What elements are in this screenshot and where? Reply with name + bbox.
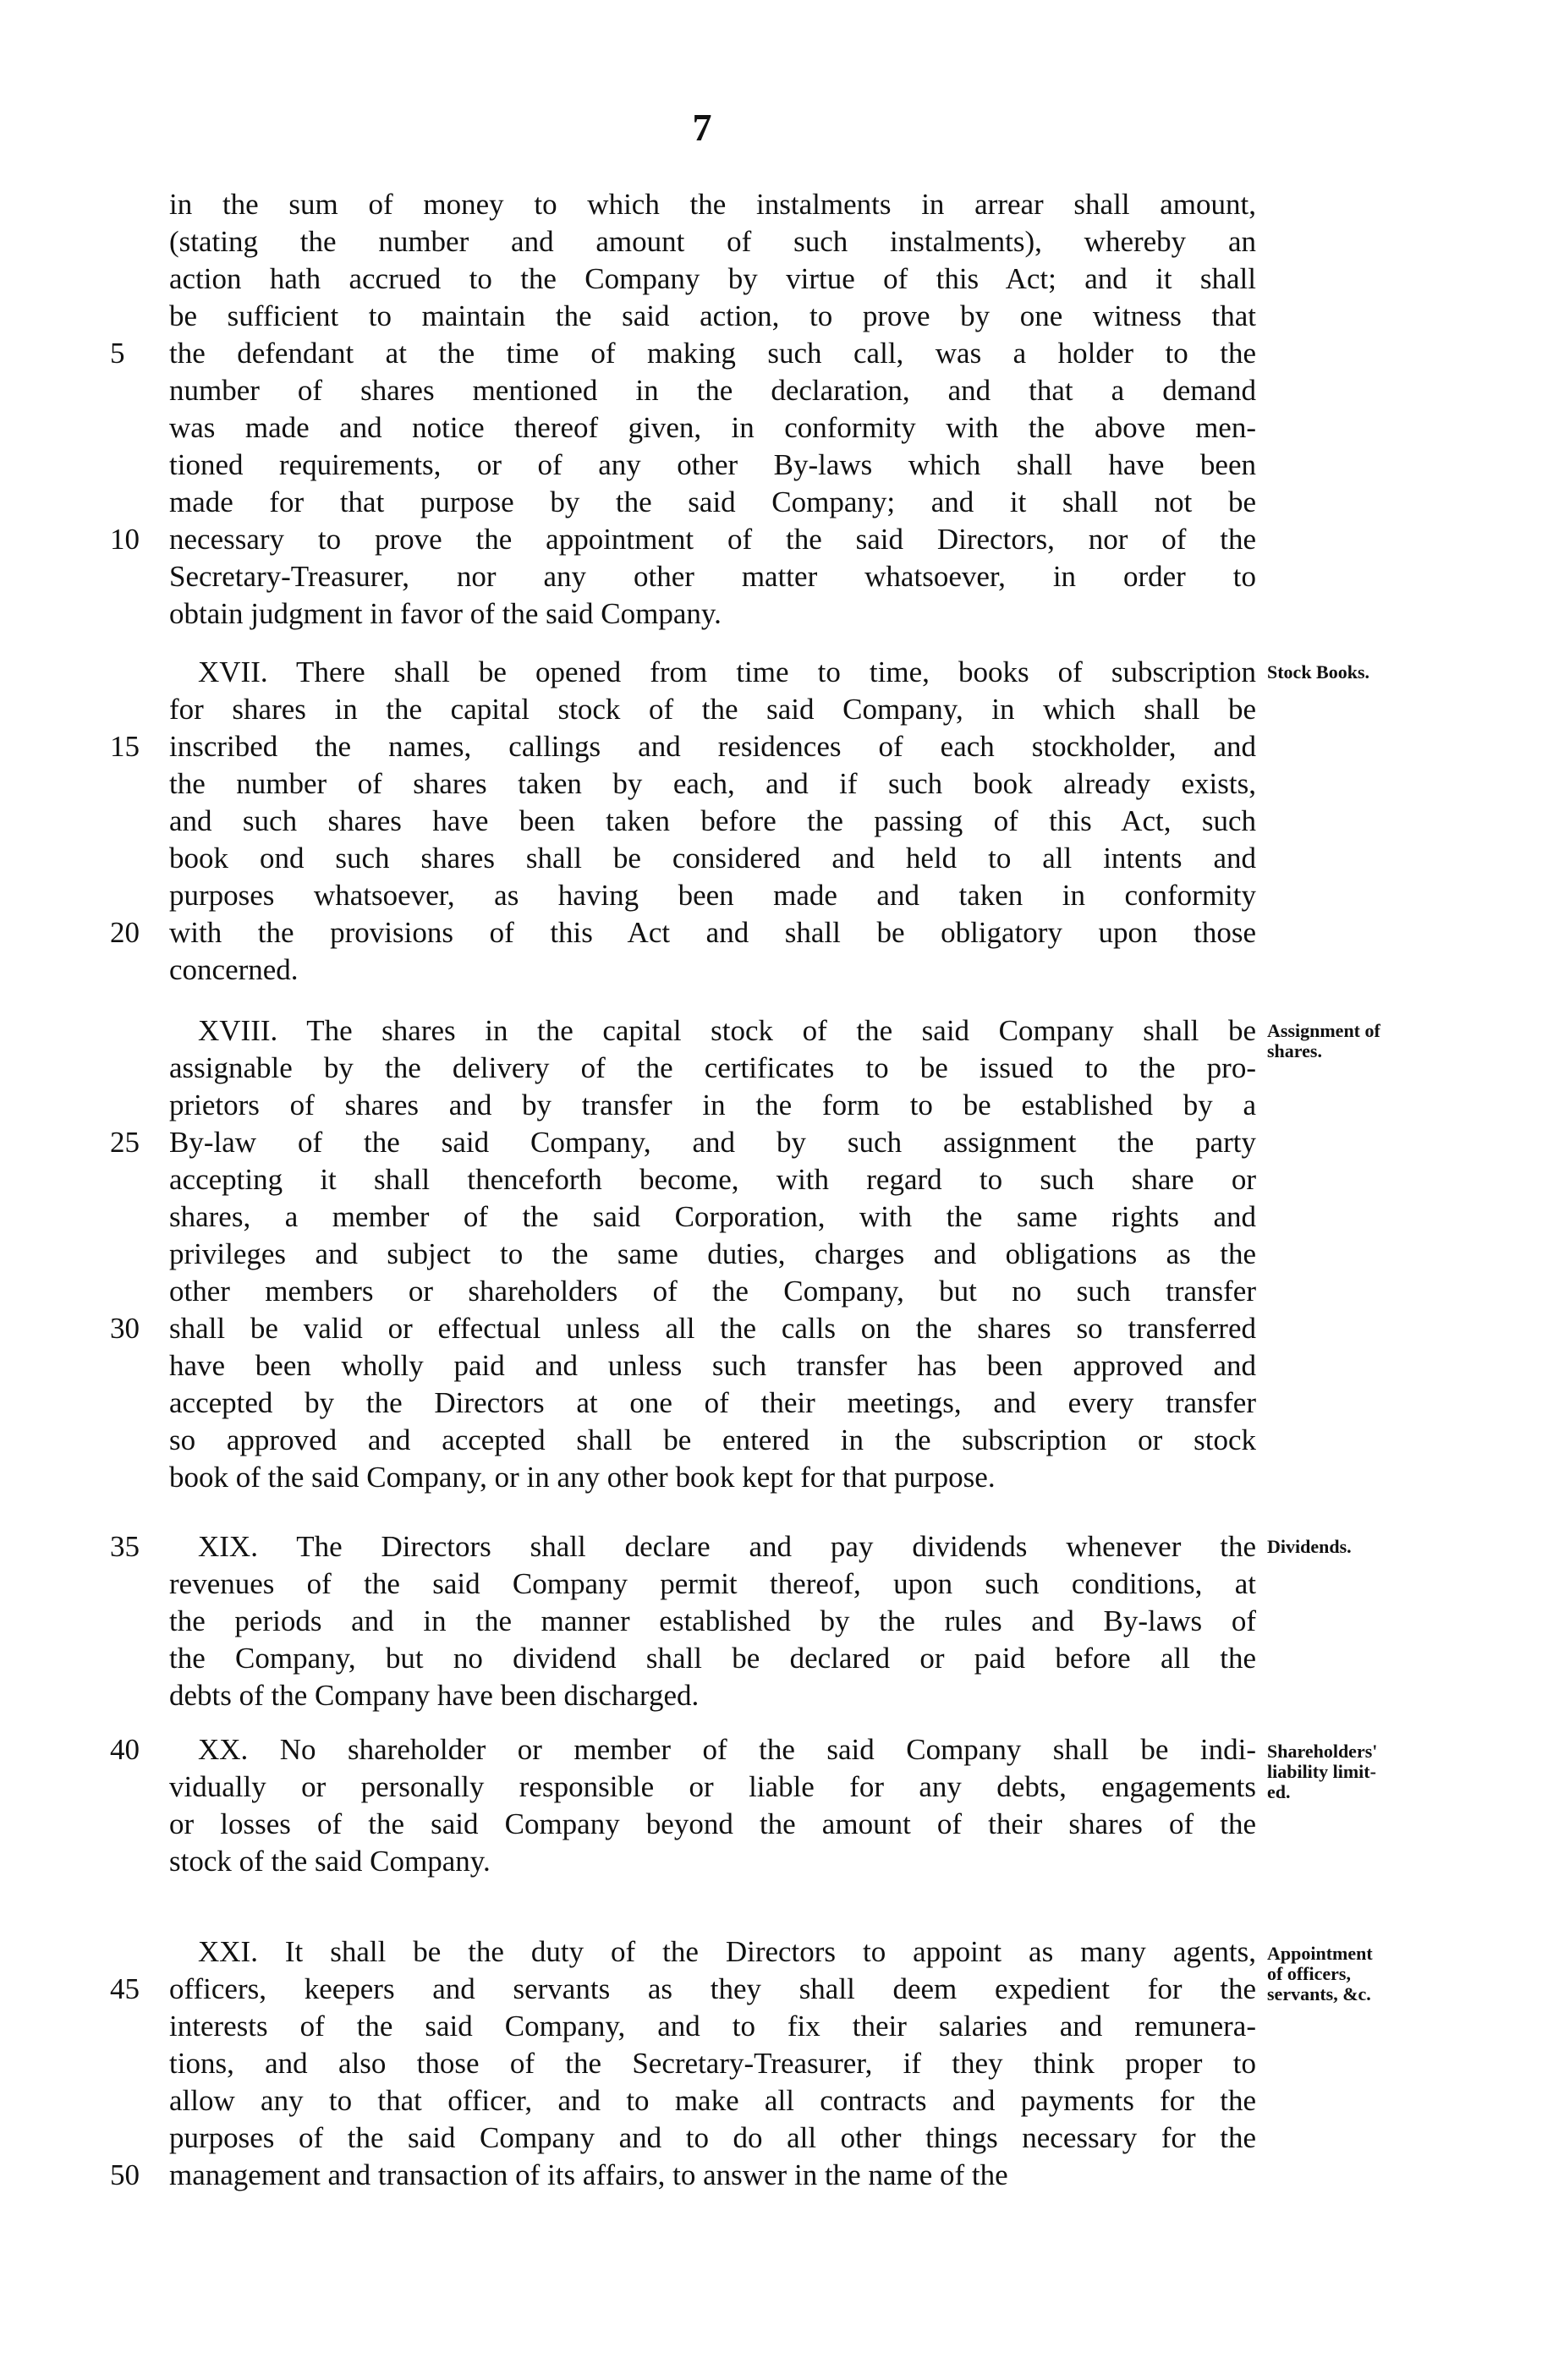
line-text: XVIII. The shares in the capital stock of the said Company shall be (198, 1014, 1256, 1047)
text-line (0, 1237, 1553, 1271)
line-text: made for that purpose by the said Company; and it shall not be (169, 485, 1256, 518)
text-line (0, 1642, 1553, 1675)
text-line (0, 1807, 1553, 1841)
text-line (0, 299, 1553, 333)
margin-note-line: ed. (1267, 1781, 1291, 1802)
text-line (0, 597, 1553, 631)
line-text: tioned requirements, or of any other By-laws which shall have been (169, 448, 1256, 481)
text-line (0, 916, 1553, 950)
line-text: obtain judgment in favor of the said Company. (169, 597, 722, 630)
line-text: concerned. (169, 953, 299, 986)
line-number: 25 (110, 1126, 140, 1159)
text-line (0, 1275, 1553, 1308)
text-line (0, 1604, 1553, 1638)
text-line (0, 1461, 1553, 1494)
text-line (0, 842, 1553, 875)
line-number: 20 (110, 916, 140, 949)
line-number: 40 (110, 1733, 140, 1766)
margin-note-line: Assignment of (1267, 1020, 1380, 1041)
text-line (0, 485, 1553, 519)
line-text: accepted by the Directors at one of their meetings, and every transfer (169, 1386, 1256, 1419)
line-number: 30 (110, 1312, 140, 1345)
text-line (0, 2084, 1553, 2118)
margin-note (1267, 662, 1462, 683)
line-number: 10 (110, 523, 140, 556)
margin-note (1267, 1944, 1462, 2004)
text-line (0, 1567, 1553, 1601)
line-text: vidually or personally responsible or liable for any debts, engagements (169, 1770, 1256, 1803)
line-text: so approved and accepted shall be entered in the subscription or stock (169, 1423, 1256, 1456)
margin-note-line: Stock Books. (1267, 661, 1370, 683)
text-line (0, 1349, 1553, 1383)
line-text: officers, keepers and servants as they shall deem expedient for the (169, 1972, 1256, 2005)
text-line (0, 2010, 1553, 2043)
line-text: was made and notice thereof given, in conformity with the above men- (169, 411, 1256, 444)
text-line (0, 1089, 1553, 1122)
line-text: the defendant at the time of making such call, was a holder to the (169, 337, 1256, 370)
text-line (0, 1312, 1553, 1346)
line-text: action hath accrued to the Company by virtue of this Act; and it shall (169, 262, 1256, 295)
line-text: tions, and also those of the Secretary-Treasurer, if they think proper to (169, 2047, 1256, 2080)
line-text: the periods and in the manner established by the rules and By-laws of (169, 1604, 1256, 1637)
line-text: By-law of the said Company, and by such assignment the party (169, 1126, 1256, 1159)
line-text: prietors of shares and by transfer in the form to be established by a (169, 1089, 1256, 1121)
text-line (0, 879, 1553, 913)
text-line (0, 337, 1553, 370)
line-text: shall be valid or effectual unless all the calls on the shares so transferred (169, 1312, 1256, 1345)
text-line (0, 1163, 1553, 1197)
text-line (0, 523, 1553, 557)
text-line (0, 1200, 1553, 1234)
margin-note-line: of officers, (1267, 1963, 1351, 1984)
line-text: debts of the Company have been discharged. (169, 1679, 700, 1712)
text-line (0, 188, 1553, 222)
line-text: management and transaction of its affairs, to answer in the name of the (169, 2158, 1008, 2191)
margin-note-line: shares. (1267, 1040, 1322, 1061)
line-text: Secretary-Treasurer, nor any other matter whatsoever, in order to (169, 560, 1256, 593)
line-text: the Company, but no dividend shall be declared or paid before all the (169, 1642, 1256, 1675)
line-text: for shares in the capital stock of the said Company, in which shall be (169, 693, 1256, 726)
margin-note-line: Dividends. (1267, 1536, 1352, 1557)
line-text: XVII. There shall be opened from time to time, books of subscription (198, 655, 1256, 688)
line-text: XIX. The Directors shall declare and pay dividends whenever the (198, 1530, 1256, 1563)
line-number: 15 (110, 730, 140, 763)
line-text: stock of the said Company. (169, 1845, 491, 1878)
line-text: XXI. It shall be the duty of the Directors to appoint as many agents, (198, 1935, 1256, 1968)
line-text: other members or shareholders of the Company, but no such transfer (169, 1275, 1256, 1308)
text-line (0, 262, 1553, 296)
text-line (0, 1126, 1553, 1160)
line-text: (stating the number and amount of such instalments), whereby an (169, 225, 1256, 258)
line-text: purposes of the said Company and to do all other things necessary for the (169, 2121, 1256, 2154)
line-text: be sufficient to maintain the said action, to prove by one witness that (169, 299, 1256, 332)
margin-note-line: liability limit- (1267, 1761, 1376, 1782)
line-text: the number of shares taken by each, and if such book already exists, (169, 767, 1256, 800)
text-line (0, 448, 1553, 482)
margin-note-line: Appointment (1267, 1943, 1373, 1964)
line-text: in the sum of money to which the instalments in arrear shall amount, (169, 188, 1256, 221)
page-number: 7 (692, 106, 712, 149)
margin-note (1267, 1537, 1462, 1557)
text-line (0, 2121, 1553, 2155)
text-line (0, 767, 1553, 801)
line-text: book ond such shares shall be considered and held to all intents and (169, 842, 1256, 875)
line-text: revenues of the said Company permit thereof, upon such conditions, at (169, 1567, 1256, 1600)
line-text: inscribed the names, callings and residences of each stockholder, and (169, 730, 1256, 763)
line-text: allow any to that officer, and to make all contracts and payments for the (169, 2084, 1256, 2117)
line-text: privileges and subject to the same duties, charges and obligations as the (169, 1237, 1256, 1270)
text-line (0, 560, 1553, 594)
text-line (0, 1423, 1553, 1457)
line-text: number of shares mentioned in the declaration, and that a demand (169, 374, 1256, 407)
line-number: 5 (110, 337, 125, 370)
text-line (0, 1679, 1553, 1713)
text-line (0, 1845, 1553, 1878)
line-text: have been wholly paid and unless such transfer has been approved and (169, 1349, 1256, 1382)
line-text: assignable by the delivery of the certificates to be issued to the pro- (169, 1051, 1256, 1084)
line-text: XX. No shareholder or member of the said Company shall be indi- (198, 1733, 1256, 1766)
line-text: and such shares have been taken before the passing of this Act, such (169, 804, 1256, 837)
text-line (0, 411, 1553, 445)
text-line (0, 2047, 1553, 2081)
line-text: shares, a member of the said Corporation, with the same rights and (169, 1200, 1256, 1233)
line-text: with the provisions of this Act and shall be obligatory upon those (169, 916, 1256, 949)
text-line (0, 2158, 1553, 2192)
margin-note (1267, 1021, 1462, 1061)
text-line (0, 225, 1553, 259)
text-line (0, 953, 1553, 987)
text-line (0, 374, 1553, 408)
line-number: 45 (110, 1972, 140, 2005)
line-text: purposes whatsoever, as having been made and taken in conformity (169, 879, 1256, 912)
line-text: or losses of the said Company beyond the amount of their shares of the (169, 1807, 1256, 1840)
text-line (0, 693, 1553, 727)
line-number: 35 (110, 1530, 140, 1563)
line-number: 50 (110, 2158, 140, 2191)
text-line (0, 804, 1553, 838)
line-text: necessary to prove the appointment of the said Directors, nor of the (169, 523, 1256, 556)
line-text: interests of the said Company, and to fix their salaries and remunera- (169, 2010, 1256, 2043)
margin-note-line: Shareholders' (1267, 1741, 1378, 1762)
margin-note (1267, 1741, 1462, 1802)
margin-note-line: servants, &c. (1267, 1983, 1371, 2004)
text-line (0, 730, 1553, 764)
text-line (0, 1386, 1553, 1420)
line-text: accepting it shall thenceforth become, with regard to such share or (169, 1163, 1256, 1196)
line-text: book of the said Company, or in any other book kept for that purpose. (169, 1461, 996, 1494)
